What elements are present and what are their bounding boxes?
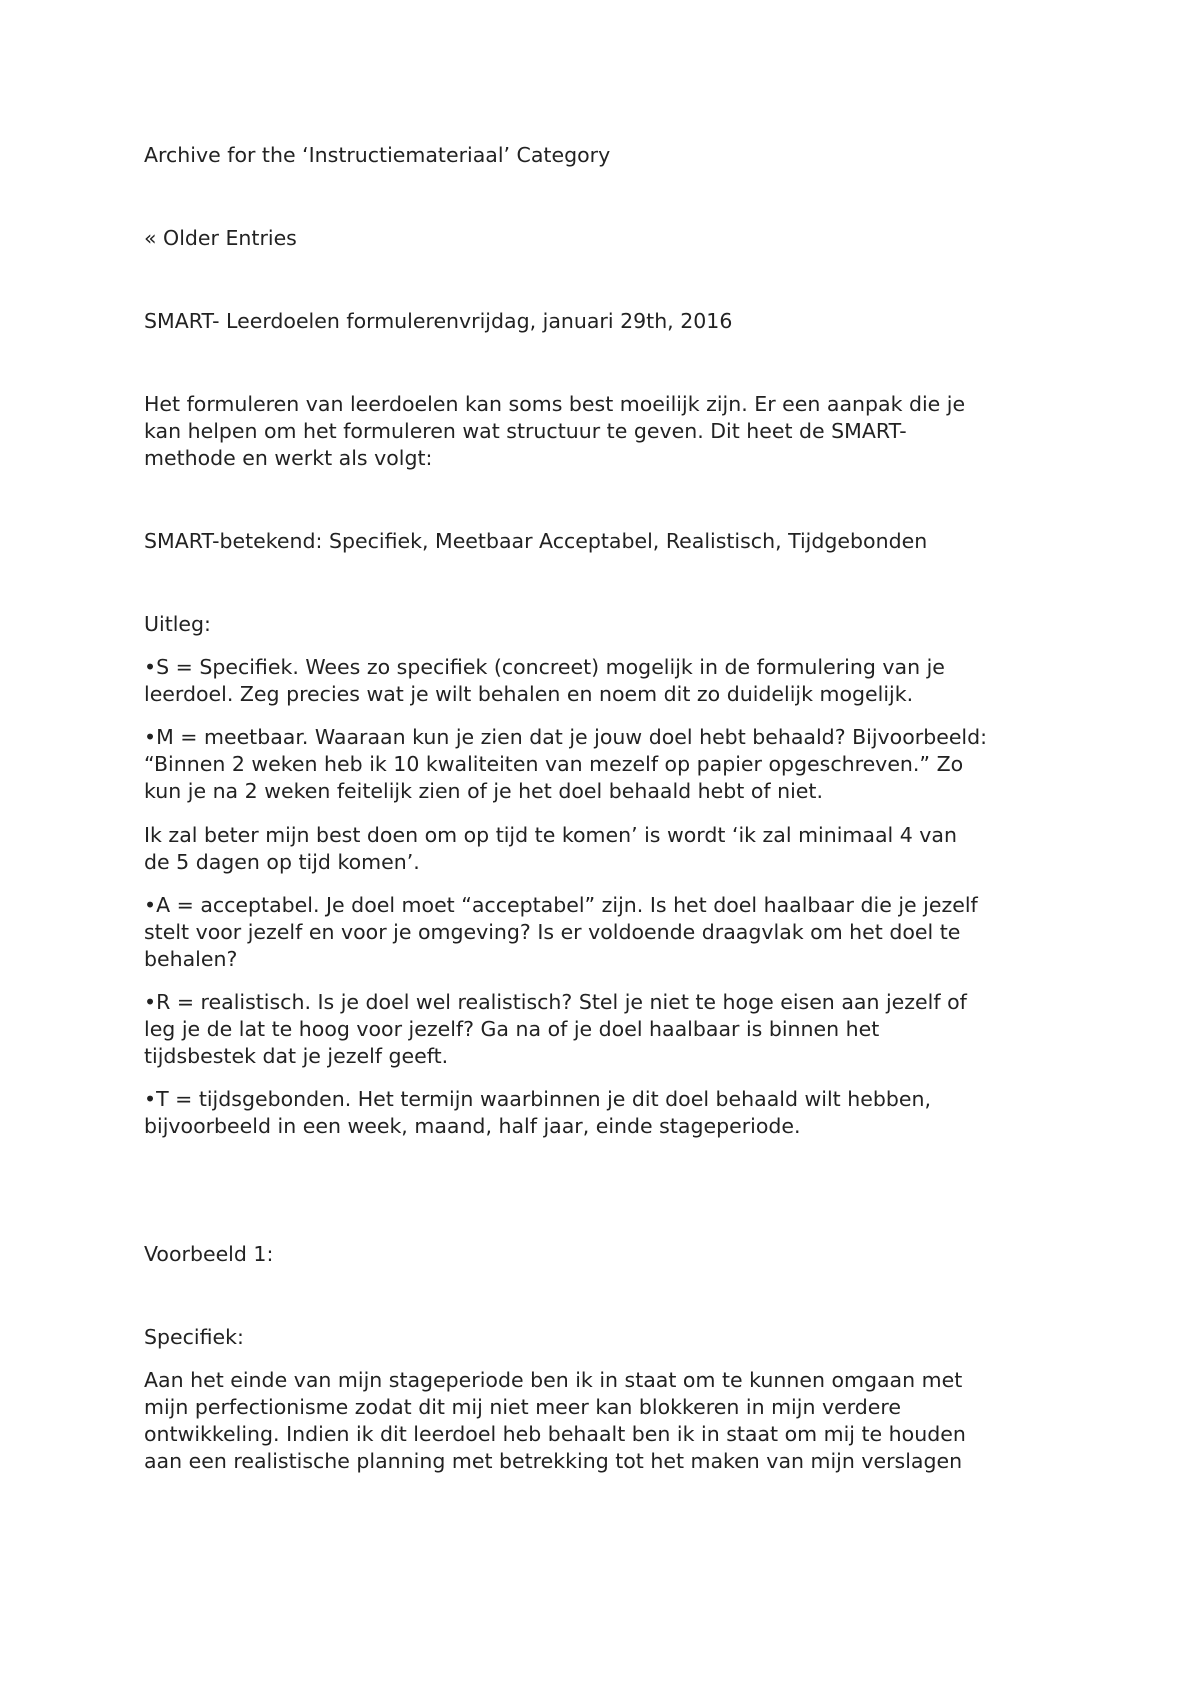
paragraph-line: “Binnen 2 weken heb ik 10 kwaliteiten van mezelf op papier opgeschreven.” Zo xyxy=(144,752,964,776)
paragraph-line: leerdoel. Zeg precies wat je wilt behalen en noem dit zo duidelijk mogelijk. xyxy=(144,682,914,706)
paragraph-line: Aan het einde van mijn stageperiode ben ik in staat om te kunnen omgaan met xyxy=(144,1368,963,1392)
paragraph-line: •S = Specifiek. Wees zo specifiek (concreet) mogelijk in de formulering van je xyxy=(144,655,945,679)
paragraph-line: mijn perfectionisme zodat dit mij niet meer kan blokkeren in mijn verdere xyxy=(144,1395,901,1419)
paragraph-line: Het formuleren van leerdoelen kan soms best moeilijk zijn. Er een aanpak die je xyxy=(144,392,966,416)
post-title[interactable]: SMART- Leerdoelen formulerenvrijdag, januari 29th, 2016 xyxy=(144,309,733,333)
paragraph-line: methode en werkt als volgt: xyxy=(144,446,433,470)
paragraph-line: •T = tijdsgebonden. Het termijn waarbinnen je dit doel behaald wilt hebben, xyxy=(144,1087,931,1111)
paragraph-line: ontwikkeling. Indien ik dit leerdoel heb behaalt ben ik in staat om mij te houden xyxy=(144,1422,966,1446)
paragraph-line: •M = meetbaar. Waaraan kun je zien dat je jouw doel hebt behaald? Bijvoorbeeld: xyxy=(144,725,988,749)
voorbeeld-heading: Voorbeeld 1: xyxy=(144,1242,274,1266)
paragraph-line: kan helpen om het formuleren wat structuur te geven. Dit heet de SMART- xyxy=(144,419,907,443)
paragraph-line: kun je na 2 weken feitelijk zien of je het doel behaald hebt of niet. xyxy=(144,779,823,803)
paragraph-line: tijdsbestek dat je jezelf geeft. xyxy=(144,1044,449,1068)
older-entries-link[interactable]: « Older Entries xyxy=(144,226,297,250)
paragraph-line: stelt voor jezelf en voor je omgeving? Is er voldoende draagvlak om het doel te xyxy=(144,920,961,944)
paragraph-line: behalen? xyxy=(144,947,238,971)
uitleg-heading: Uitleg: xyxy=(144,612,211,636)
paragraph-line: •R = realistisch. Is je doel wel realistisch? Stel je niet te hoge eisen aan jezelf of xyxy=(144,990,967,1014)
paragraph-line: •A = acceptabel. Je doel moet “acceptabel” zijn. Is het doel haalbaar die je jezelf xyxy=(144,893,978,917)
document-page xyxy=(144,0,1074,1698)
paragraph-line: Ik zal beter mijn best doen om op tijd te komen’ is wordt ‘ik zal minimaal 4 van xyxy=(144,823,957,847)
smart-meaning: SMART-betekend: Specifiek, Meetbaar Acceptabel, Realistisch, Tijdgebonden xyxy=(144,529,928,553)
paragraph-line: bijvoorbeeld in een week, maand, half jaar, einde stageperiode. xyxy=(144,1114,801,1138)
paragraph-line: leg je de lat te hoog voor jezelf? Ga na of je doel haalbaar is binnen het xyxy=(144,1017,880,1041)
paragraph-line: de 5 dagen op tijd komen’. xyxy=(144,850,420,874)
specifiek-heading: Specifiek: xyxy=(144,1325,244,1349)
paragraph-line: aan een realistische planning met betrekking tot het maken van mijn verslagen xyxy=(144,1449,963,1473)
archive-heading: Archive for the ‘Instructiemateriaal’ Category xyxy=(144,143,611,167)
